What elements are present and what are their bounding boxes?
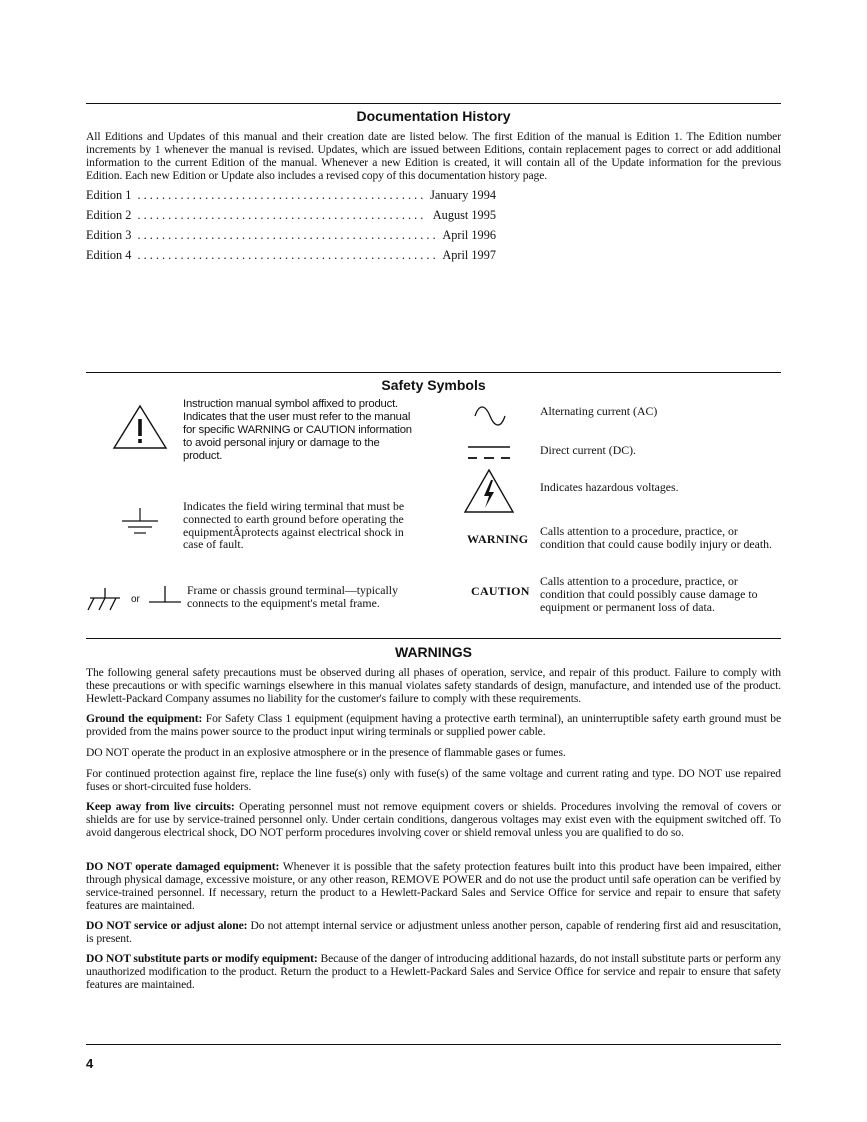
earth-ground-text: Indicates the field wiring terminal that must be connected to earth ground before operating the equipmentÂprotects against electrical shock in case of fault. [183, 499, 405, 552]
live-text: Operating personnel must not remove equipment covers or shields. Procedures involving the removal of covers or shields are for use by service-trained personnel only. Under certain conditions, dangerous voltages may exist even with the equipment switched off. To avoid dangerous electrical shock, DO NOT perform procedures involving cover or shield removal unless you are qualified to do so. [86, 800, 781, 839]
warnings-intro: The following general safety precautions must be observed during all phases of operation, service, and repair of this product. Failure to comply with these precautions or with specific warnings elsewhere in this manual violates safety standards of design, manufacture, and intended use of the product. Hewlett-Packard Company assumes no liability for the customer's failure to comply with these requirements. [86, 666, 781, 705]
leader-dots [137, 188, 424, 203]
service-alone-para [86, 920, 781, 946]
dc-text: Direct current (DC). [540, 443, 636, 457]
edition-name: Edition 1 [86, 188, 132, 202]
substitute-lead: DO NOT substitute parts or modify equipment: [86, 952, 318, 965]
edition-date: April 1996 [442, 228, 496, 242]
edition-name: Edition 2 [86, 208, 132, 222]
chassis-ground-icon [86, 586, 122, 612]
hazardous-voltage-icon [463, 468, 515, 514]
edition-row [86, 188, 496, 203]
ground-equipment-para [86, 713, 781, 739]
footer-rule [86, 1044, 781, 1045]
damaged-equipment-para [86, 861, 781, 913]
hazard-text: Indicates hazardous voltages. [540, 480, 679, 494]
warnings-rule [86, 638, 781, 639]
caution-label: CAUTION [471, 584, 530, 598]
chassis-ground-text: Frame or chassis ground terminal—typically connects to the equipment's metal frame. [187, 583, 398, 610]
edition-date: January 1994 [430, 188, 496, 202]
alone-text: Do not attempt internal service or adjustment unless another person, capable of rendering first aid and resuscitation, is present. [86, 919, 781, 945]
edition-name: Edition 3 [86, 228, 132, 242]
edition-row [86, 208, 496, 223]
caution-text: Calls attention to a procedure, practice, or condition that could possibly cause damage to equipment or permanent loss of data. [540, 574, 758, 614]
ground-lead: Ground the equipment: [86, 712, 203, 725]
safety-rule [86, 372, 781, 373]
dc-symbol-icon [467, 444, 511, 462]
leader-dots [137, 248, 436, 263]
ground-text: For Safety Class 1 equipment (equipment having a protective earth terminal), an uninterruptible safety earth ground must be provided from the mains power source to the product input wiring terminals or supplied power cable. [86, 712, 781, 738]
warning-text: Calls attention to a procedure, practice, or condition that could cause bodily injury or death. [540, 524, 772, 551]
edition-row [86, 228, 496, 243]
explosive-para: DO NOT operate the product in an explosive atmosphere or in the presence of flammable gases or fumes. [86, 746, 566, 759]
edition-date: April 1997 [442, 248, 496, 262]
substitute-parts-para [86, 953, 781, 992]
substitute-text: Because of the danger of introducing additional hazards, do not install substitute parts or perform any unauthorized modification to the product. Return the product to a Hewlett-Packard Sales and Service Office for service and repair to ensure that safety features are maintained. [86, 952, 781, 991]
safety-title: Safety Symbols [381, 377, 486, 393]
page-number: 4 [86, 1056, 94, 1071]
frame-ground-icon [148, 584, 182, 606]
ac-sine-icon [473, 404, 507, 428]
earth-ground-icon [120, 507, 160, 537]
edition-row [86, 248, 496, 263]
damaged-text: Whenever it is possible that the safety protection features built into this product have been impaired, either through physical damage, excessive moisture, or any other reason, REMOVE POWER and do not use the product until safe operation can be verified by service-trained personnel. If necessary, return the product to a Hewlett-Packard Sales and Service Office for service and repair to ensure that safety features are maintained. [86, 860, 781, 912]
edition-name: Edition 4 [86, 248, 132, 262]
edition-date: August 1995 [432, 208, 496, 222]
live-circuits-para [86, 801, 781, 840]
doc-history-intro: All Editions and Updates of this manual and their creation date are listed below. The first Edition of the manual is Edition 1. The Edition number increments by 1 whenever the manual is revised. Updates, which are issued between Editions, contain replacement pages to correct or add additional information to the current Edition of the manual. Whenever a new Edition is created, it will contain all of the Update information for the previous Edition. Each new Edition or Update also includes a revised copy of this documentation history page. [86, 130, 781, 182]
alone-lead: DO NOT service or adjust alone: [86, 919, 248, 932]
manual-symbol-text: Instruction manual symbol affixed to product. Indicates that the user must refer to the manual for specific WARNING or CAUTION information to avoid personal injury or damage to the product. [183, 398, 412, 462]
warnings-title: WARNINGS [395, 644, 472, 660]
leader-dots [137, 208, 426, 223]
or-label: or [131, 594, 140, 605]
live-lead: Keep away from live circuits: [86, 800, 235, 813]
doc-history-title: Documentation History [356, 108, 511, 124]
fuses-para: For continued protection against fire, replace the line fuse(s) only with fuse(s) of the same voltage and current rating and type. DO NOT use repaired fuses or short-circuited fuse holders. [86, 767, 781, 793]
caution-triangle-icon [112, 404, 168, 450]
leader-dots [137, 228, 436, 243]
warning-label: WARNING [467, 532, 529, 546]
top-rule [86, 103, 781, 104]
damaged-lead: DO NOT operate damaged equipment: [86, 860, 280, 873]
ac-text: Alternating current (AC) [540, 404, 658, 418]
